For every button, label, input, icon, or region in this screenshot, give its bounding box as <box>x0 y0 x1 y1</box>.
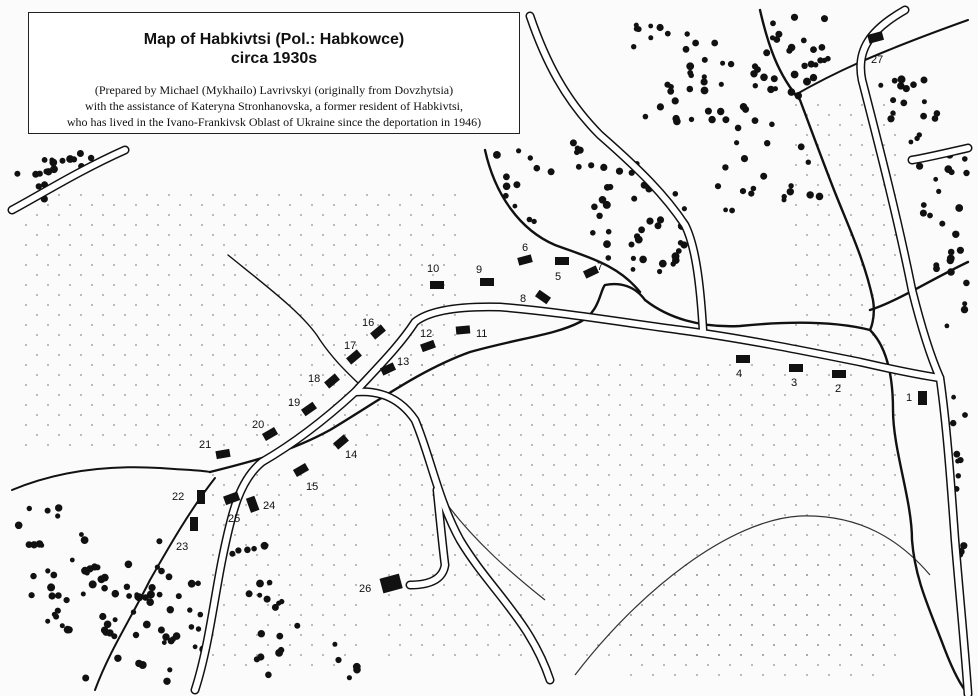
tree-dot <box>921 77 928 84</box>
tree-dot <box>760 74 768 82</box>
tree-dot <box>723 208 728 213</box>
tree-dot <box>111 633 117 639</box>
tree-dot <box>916 163 923 170</box>
tree-dot <box>740 103 747 110</box>
tree-dot <box>672 97 679 104</box>
tree-dot <box>631 267 636 272</box>
tree-dot <box>936 189 941 194</box>
tree-dot <box>55 513 60 518</box>
tree-dot <box>782 194 787 199</box>
tree-dot <box>244 547 251 554</box>
tree-dot <box>963 280 970 287</box>
tree-dot <box>629 242 635 248</box>
tree-dot <box>45 619 50 624</box>
tree-dot <box>933 262 939 268</box>
tree-dot <box>527 217 533 223</box>
tree-dot <box>30 541 37 548</box>
tree-dot <box>574 150 580 156</box>
tree-dot <box>114 655 121 662</box>
tree-dot <box>95 564 101 570</box>
tree-dot <box>101 574 109 582</box>
tree-dot <box>921 202 927 208</box>
svg-text:18: 18 <box>308 373 321 385</box>
tree-dot <box>607 184 613 190</box>
tree-dot <box>900 100 907 107</box>
tree-dot <box>70 558 75 563</box>
tree-dot <box>803 78 811 86</box>
tree-dot <box>787 188 794 195</box>
tree-dot <box>261 542 269 550</box>
tree-dot <box>167 606 174 613</box>
tree-dot <box>590 230 596 236</box>
tree-dot <box>55 608 61 614</box>
tree-dot <box>79 532 84 537</box>
house-23 <box>176 517 198 553</box>
map-subtitle: circa 1930s <box>230 50 318 67</box>
tree-dot <box>570 139 577 146</box>
tree-dot <box>807 191 814 198</box>
tree-dot <box>753 83 758 88</box>
tree-dot <box>914 136 919 141</box>
tree-dot <box>254 656 260 662</box>
tree-dot <box>729 208 735 214</box>
tree-dot <box>588 162 594 168</box>
tree-dot <box>934 110 941 117</box>
tree-dot <box>951 395 956 400</box>
tree-dot <box>764 140 770 146</box>
tree-dot <box>616 168 623 175</box>
tree-dot <box>112 590 120 598</box>
tree-dot <box>897 82 904 89</box>
tree-dot <box>599 196 607 204</box>
tree-dot <box>890 97 896 103</box>
tree-dot <box>528 155 533 160</box>
tree-dot <box>113 617 118 622</box>
tree-dot <box>741 155 748 162</box>
tree-dot <box>493 151 501 159</box>
tree-dot <box>163 678 170 685</box>
tree-dot <box>720 61 725 66</box>
house-1 <box>906 391 927 405</box>
tree-dot <box>196 626 201 631</box>
tree-dot <box>503 173 510 180</box>
tree-dot <box>657 103 664 110</box>
svg-text:23: 23 <box>176 541 189 553</box>
tree-dot <box>957 457 963 463</box>
tree-dot <box>920 210 927 217</box>
tree-dot <box>639 256 647 264</box>
tree-dot <box>77 150 84 157</box>
tree-dot <box>195 581 201 587</box>
tree-dot <box>513 181 520 188</box>
svg-text:14: 14 <box>345 449 358 461</box>
tree-dot <box>189 624 195 630</box>
tree-dot <box>665 31 671 37</box>
tree-dot <box>769 122 775 128</box>
tree-dot <box>258 630 265 637</box>
tree-dot <box>786 48 792 54</box>
tree-dot <box>770 20 776 26</box>
tree-dot <box>719 82 724 87</box>
tree-dot <box>353 663 361 671</box>
tree-dot <box>692 40 699 47</box>
tree-dot <box>687 86 694 93</box>
tree-dot <box>910 81 917 88</box>
tree-dot <box>275 649 283 657</box>
tree-dot <box>648 24 653 29</box>
tree-dot <box>821 15 828 22</box>
tree-dot <box>53 614 59 620</box>
tree-dot <box>256 580 264 588</box>
tree-dot <box>125 561 133 569</box>
tree-dot <box>89 580 97 588</box>
svg-text:4: 4 <box>736 368 743 380</box>
tree-dot <box>638 226 645 233</box>
tree-dot <box>963 170 969 176</box>
tree-dot <box>798 143 805 150</box>
house-8 <box>520 290 551 305</box>
tree-dot <box>816 193 824 201</box>
tree-dot <box>265 672 272 679</box>
tree-dot <box>686 62 694 70</box>
tree-dot <box>198 612 204 618</box>
tree-dot <box>631 256 636 261</box>
svg-text:16: 16 <box>362 317 375 329</box>
tree-dot <box>146 598 154 606</box>
tree-dot <box>957 247 964 254</box>
svg-text:13: 13 <box>397 356 410 368</box>
tree-dot <box>104 621 112 629</box>
tree-dot <box>158 627 165 634</box>
tree-dot <box>531 219 536 224</box>
tree-dot <box>45 568 50 573</box>
tree-dot <box>646 218 653 225</box>
tree-dot <box>817 57 823 63</box>
tree-dot <box>166 573 173 580</box>
tree-dot <box>892 78 898 84</box>
tree-dot <box>955 204 963 212</box>
house-5 <box>555 257 569 283</box>
tree-dot <box>156 538 162 544</box>
tree-dot <box>66 155 74 163</box>
tree-dot <box>143 621 151 629</box>
svg-text:2: 2 <box>835 383 842 395</box>
tree-dot <box>922 99 927 104</box>
tree-dot <box>332 642 337 647</box>
tree-dot <box>767 86 774 93</box>
tree-dot <box>673 118 681 126</box>
tree-dot <box>791 71 799 79</box>
tree-dot <box>43 169 49 175</box>
svg-text:7: 7 <box>597 261 604 273</box>
tree-dot <box>134 592 139 597</box>
tree-dot <box>631 196 637 202</box>
tree-dot <box>276 601 281 606</box>
tree-dot <box>657 216 664 223</box>
tree-dot <box>717 108 724 115</box>
tree-dot <box>229 551 235 557</box>
tree-dot <box>99 613 106 620</box>
house-11 <box>456 325 488 340</box>
tree-dot <box>909 140 914 145</box>
tree-dot <box>147 591 155 599</box>
tree-dot <box>176 593 182 599</box>
tree-dot <box>264 596 271 603</box>
tree-dot <box>149 584 156 591</box>
tree-dot <box>64 626 72 634</box>
tree-dot <box>167 667 172 672</box>
svg-text:6: 6 <box>522 242 529 254</box>
svg-text:15: 15 <box>306 481 319 493</box>
tree-dot <box>45 508 51 514</box>
tree-dot <box>29 592 35 598</box>
tree-dot <box>810 46 817 53</box>
tree-dot <box>636 26 642 32</box>
house-9 <box>476 264 494 286</box>
tree-dot <box>667 88 674 95</box>
tree-dot <box>548 168 555 175</box>
tree-dot <box>722 116 729 123</box>
tree-dot <box>801 38 807 44</box>
tree-dot <box>596 213 602 219</box>
tree-dot <box>55 504 62 511</box>
tree-dot <box>948 249 955 256</box>
tree-dot <box>603 240 611 248</box>
tree-dot <box>648 35 653 40</box>
tree-dot <box>887 115 894 122</box>
tree-dot <box>162 640 167 645</box>
tree-dot <box>771 75 778 82</box>
tree-dot <box>722 164 728 170</box>
tree-dot <box>606 255 612 261</box>
tree-dot <box>81 536 89 544</box>
tree-dot <box>513 204 518 209</box>
tree-dot <box>50 165 58 173</box>
tree-dot <box>952 231 959 238</box>
svg-text:27: 27 <box>871 54 884 66</box>
tree-dot <box>135 660 142 667</box>
tree-dot <box>734 140 739 145</box>
tree-dot <box>933 177 938 182</box>
house-22 <box>172 490 205 504</box>
tree-dot <box>30 573 36 579</box>
tree-dot <box>14 171 20 177</box>
svg-text:8: 8 <box>520 293 527 305</box>
tree-dot <box>949 169 955 175</box>
tree-dot <box>606 229 612 235</box>
tree-dot <box>246 590 253 597</box>
tree-dot <box>257 593 262 598</box>
svg-text:1: 1 <box>906 392 913 404</box>
tree-dot <box>657 24 664 31</box>
tree-dot <box>676 248 682 254</box>
tree-dot <box>953 451 960 458</box>
tree-dot <box>60 158 66 164</box>
tree-dot <box>962 301 967 306</box>
svg-text:9: 9 <box>476 264 483 276</box>
tree-dot <box>806 160 811 165</box>
tree-dot <box>751 186 757 192</box>
tree-dot <box>701 87 709 95</box>
tree-dot <box>576 164 582 170</box>
credit-line: (Prepared by Michael (Mykhailo) Lavrivskyi (originally from Dovzhytsia) <box>94 83 454 97</box>
tree-dot <box>657 269 662 274</box>
tree-dot <box>82 675 89 682</box>
house-6 <box>517 242 533 266</box>
tree-dot <box>878 83 883 88</box>
tree-dot <box>103 629 110 636</box>
tree-dot <box>659 260 667 268</box>
tree-dot <box>168 638 175 645</box>
tree-dot <box>81 592 86 597</box>
tree-dot <box>945 324 950 329</box>
tree-dot <box>600 164 607 171</box>
svg-text:3: 3 <box>791 377 798 389</box>
tree-dot <box>671 261 676 266</box>
tree-dot <box>760 173 767 180</box>
stream-west <box>12 467 210 490</box>
tree-dot <box>810 74 815 79</box>
svg-text:17: 17 <box>344 340 357 352</box>
tree-dot <box>702 57 708 63</box>
svg-text:10: 10 <box>427 263 440 275</box>
house-7 <box>583 261 603 279</box>
tree-dot <box>643 114 649 120</box>
tree-dot <box>962 156 968 162</box>
tree-dot <box>715 183 721 189</box>
map-title: Map of Habkivtsi (Pol.: Habkowce) <box>143 31 405 48</box>
tree-dot <box>101 585 108 592</box>
tree-dot <box>683 46 690 53</box>
tree-dot <box>631 44 636 49</box>
svg-text:24: 24 <box>263 500 276 512</box>
tree-dot <box>791 14 798 21</box>
tree-dot <box>950 420 956 426</box>
tree-dot <box>685 31 690 36</box>
tree-dot <box>711 40 718 47</box>
svg-text:21: 21 <box>199 439 212 451</box>
tree-dot <box>920 113 927 120</box>
tree-dot <box>947 257 954 264</box>
house-27 <box>867 31 884 66</box>
tree-dot <box>84 570 89 575</box>
tree-dot <box>956 473 961 478</box>
tree-dot <box>187 607 192 612</box>
tree-dot <box>681 241 688 248</box>
tree-dot <box>37 171 43 177</box>
tree-dot <box>927 213 933 219</box>
tree-dot <box>49 592 56 599</box>
tree-dot <box>235 547 241 553</box>
tree-dot <box>267 580 273 586</box>
tree-dot <box>788 183 793 188</box>
tree-dot <box>591 204 598 211</box>
tree-dot <box>635 236 643 244</box>
svg-text:5: 5 <box>555 271 562 283</box>
svg-text:26: 26 <box>359 583 372 595</box>
tree-dot <box>763 49 770 56</box>
svg-text:20: 20 <box>252 419 265 431</box>
tree-dot <box>687 70 693 76</box>
tree-dot <box>939 221 945 227</box>
tree-dot <box>173 632 181 640</box>
tree-dot <box>728 61 734 67</box>
tree-dot <box>801 63 807 69</box>
tree-dot <box>748 191 754 197</box>
tree-dot <box>49 158 54 163</box>
svg-text:19: 19 <box>288 397 301 409</box>
svg-text:25: 25 <box>228 513 241 525</box>
tree-dot <box>689 117 694 122</box>
tree-dot <box>752 63 758 69</box>
tree-dot <box>335 657 341 663</box>
credit-line: with the assistance of Kateryna Stronhanovska, a former resident of Habkivtsi, <box>85 99 463 113</box>
svg-text:12: 12 <box>420 328 433 340</box>
tree-dot <box>47 583 55 591</box>
tree-dot <box>775 31 782 38</box>
tree-dot <box>251 546 257 552</box>
tree-dot <box>534 165 541 172</box>
tree-dot <box>752 117 759 124</box>
tree-dot <box>42 157 48 163</box>
tree-dot <box>664 82 670 88</box>
tree-dot <box>682 206 687 211</box>
tree-dot <box>15 522 23 530</box>
tree-dot <box>516 148 521 153</box>
tree-dot <box>890 110 895 115</box>
tree-dot <box>193 644 198 649</box>
tree-dot <box>708 116 715 123</box>
map-title-box <box>28 12 520 134</box>
tree-dot <box>960 542 967 549</box>
tree-dot <box>126 593 132 599</box>
tree-dot <box>961 306 968 313</box>
tree-dot <box>673 191 679 197</box>
tree-dot <box>133 632 139 638</box>
tree-dot <box>27 506 32 511</box>
tree-dot <box>701 78 708 85</box>
tree-dot <box>962 412 968 418</box>
tree-dot <box>503 183 511 191</box>
tree-dot <box>898 75 906 83</box>
tree-dot <box>157 592 163 598</box>
tree-dot <box>64 597 70 603</box>
tree-dot <box>294 623 300 629</box>
tree-dot <box>276 633 283 640</box>
tree-dot <box>158 568 165 575</box>
tree-dot <box>55 592 62 599</box>
tree-dot <box>705 108 712 115</box>
tree-dot <box>60 623 65 628</box>
tree-dot <box>188 580 196 588</box>
tree-dot <box>50 572 57 579</box>
credit-line: who has lived in the Ivano-Frankivsk Oblast of Ukraine since the deportation in 1946) <box>66 115 482 129</box>
tree-dot <box>124 584 130 590</box>
svg-text:22: 22 <box>172 491 185 503</box>
tree-dot <box>740 188 746 194</box>
tree-dot <box>819 44 826 51</box>
tree-dot <box>88 155 94 161</box>
tree-dot <box>735 125 742 132</box>
tree-dot <box>813 62 818 67</box>
tree-dot <box>347 675 352 680</box>
svg-text:11: 11 <box>476 328 488 340</box>
